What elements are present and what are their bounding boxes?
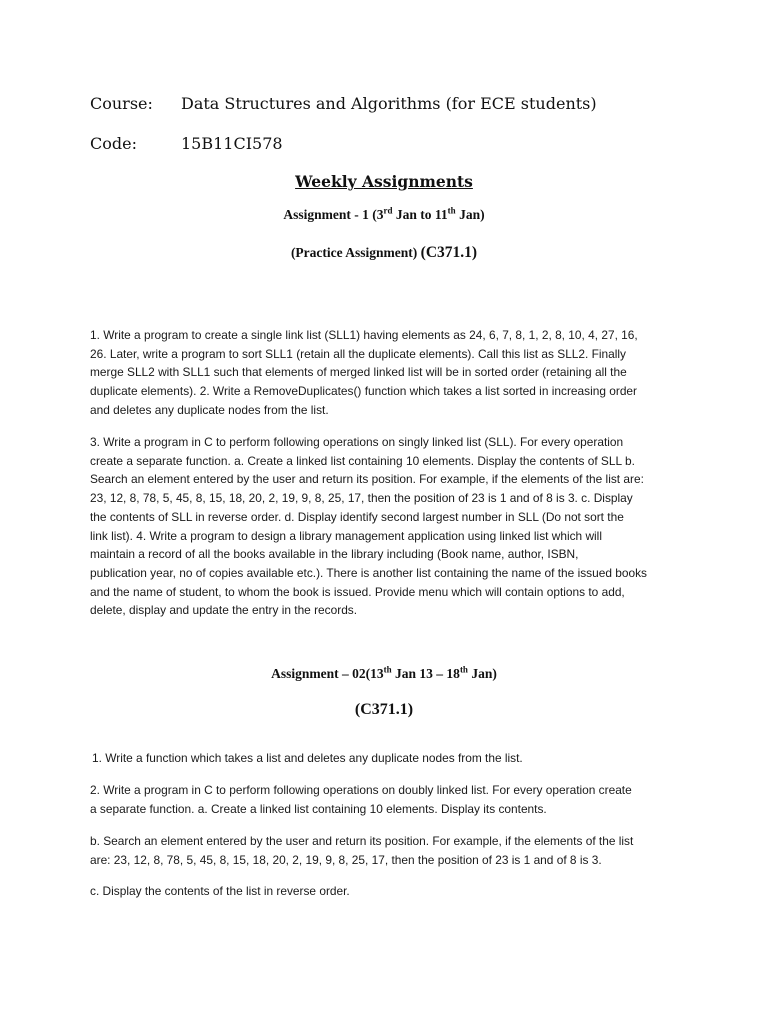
document-title: Weekly Assignments xyxy=(295,172,473,191)
text-line: delete, display and update the entry in the records. xyxy=(90,603,358,618)
assignment-2-title-suffix: Jan) xyxy=(467,666,497,681)
text-line: 3. Write a program in C to perform following operations on singly linked list (SLL). For every operation xyxy=(90,435,624,449)
assignment-2-paragraph-1 xyxy=(92,749,684,768)
text-line: duplicate elements). 2. Write a RemoveDuplicates() function which takes a list sorted in increasing order xyxy=(90,384,637,399)
assignment-1-paragraph-1 xyxy=(90,326,682,420)
text-line: maintain a record of all the books available in the library including (Book name, author, ISBN, xyxy=(90,547,579,562)
assignment-2-paragraph-2 xyxy=(90,781,682,818)
text-line: 26. Later, write a program to sort SLL1 (retain all the duplicate elements). Call this list as SLL2. Finally xyxy=(90,346,626,361)
assignment-2-code: (C371.1) xyxy=(354,701,414,718)
text-line: link list). 4. Write a program to design a library management application using linked list which will xyxy=(90,528,602,543)
assignment-2-title-sup2: th xyxy=(459,664,468,675)
assignment-1-code: (C371.1) xyxy=(420,244,478,261)
assignment-1-title-prefix: Assignment - 1 (3 xyxy=(283,207,384,222)
assignment-2-paragraph-4 xyxy=(90,882,682,901)
assignment-2-paragraph-3 xyxy=(90,832,682,869)
text-line: 1. Write a program to create a single link list (SLL1) having elements as 24, 6, 7, 8, 1, 2, 8, 10, 4, 27, 16, xyxy=(90,328,638,342)
course-code: 15B11CI578 xyxy=(181,134,283,153)
assignment-2-title-prefix: Assignment – 02(13 xyxy=(271,666,384,681)
text-line: b. Search an element entered by the user and return its position. For example, if the elements of the list xyxy=(90,834,634,848)
text-line: publication year, no of copies available etc.). There is another list containing the name of the issued books xyxy=(90,565,647,580)
assignment-1-subtitle xyxy=(0,244,768,262)
assignment-2-title-mid: Jan 13 – 18 xyxy=(391,666,460,681)
code-label: Code: xyxy=(90,134,137,153)
assignment-2-title-sup1: th xyxy=(383,664,392,675)
text-line: create a separate function. a. Create a linked list containing 10 elements. Display the contents of SLL b. xyxy=(90,453,635,468)
assignment-1-title-sup1: rd xyxy=(383,205,393,216)
course-name: Data Structures and Algorithms (for ECE students) xyxy=(181,94,597,113)
text-line: a separate function. a. Create a linked list containing 10 elements. Display its contents. xyxy=(90,801,547,816)
course-row xyxy=(90,94,597,113)
assignment-2-title xyxy=(0,666,768,682)
assignment-1-title-suffix: Jan) xyxy=(455,207,485,222)
assignment-1-title xyxy=(0,207,768,223)
text-line: Search an element entered by the user and return its position. For example, if the elements of the list are: xyxy=(90,472,644,487)
text-line: 23, 12, 8, 78, 5, 45, 8, 15, 18, 20, 2, 19, 9, 8, 25, 17, then the position of 23 is 1 and of 8 is 3. c. Display xyxy=(90,491,633,506)
text-line: and the name of student, to whom the book is issued. Provide menu which will contain options to add, xyxy=(90,584,625,599)
text-line: and deletes any duplicate nodes from the list. xyxy=(90,402,329,417)
course-label: Course: xyxy=(90,94,153,113)
code-row xyxy=(90,134,283,153)
text-line: 1. Write a function which takes a list and deletes any duplicate nodes from the list. xyxy=(92,751,523,765)
assignment-1-paragraph-2 xyxy=(90,433,682,620)
assignment-1-title-mid: Jan to 11 xyxy=(392,207,448,222)
text-line: the contents of SLL in reverse order. d. Display identify second largest number in SLL (Do not sort the xyxy=(90,509,624,524)
assignment-1-subtitle-text: (Practice Assignment) xyxy=(290,245,418,260)
text-line: 2. Write a program in C to perform following operations on doubly linked list. For every operation create xyxy=(90,783,632,797)
text-line: are: 23, 12, 8, 78, 5, 45, 8, 15, 18, 20, 2, 19, 9, 8, 25, 17, then the position of 23 is 1 and of 8 is 3. xyxy=(90,852,602,867)
assignment-1-title-sup2: th xyxy=(447,205,456,216)
text-line: c. Display the contents of the list in reverse order. xyxy=(90,884,350,898)
text-line: merge SLL2 with SLL1 such that elements of merged linked list will be in sorted order (retaining all the xyxy=(90,365,627,380)
